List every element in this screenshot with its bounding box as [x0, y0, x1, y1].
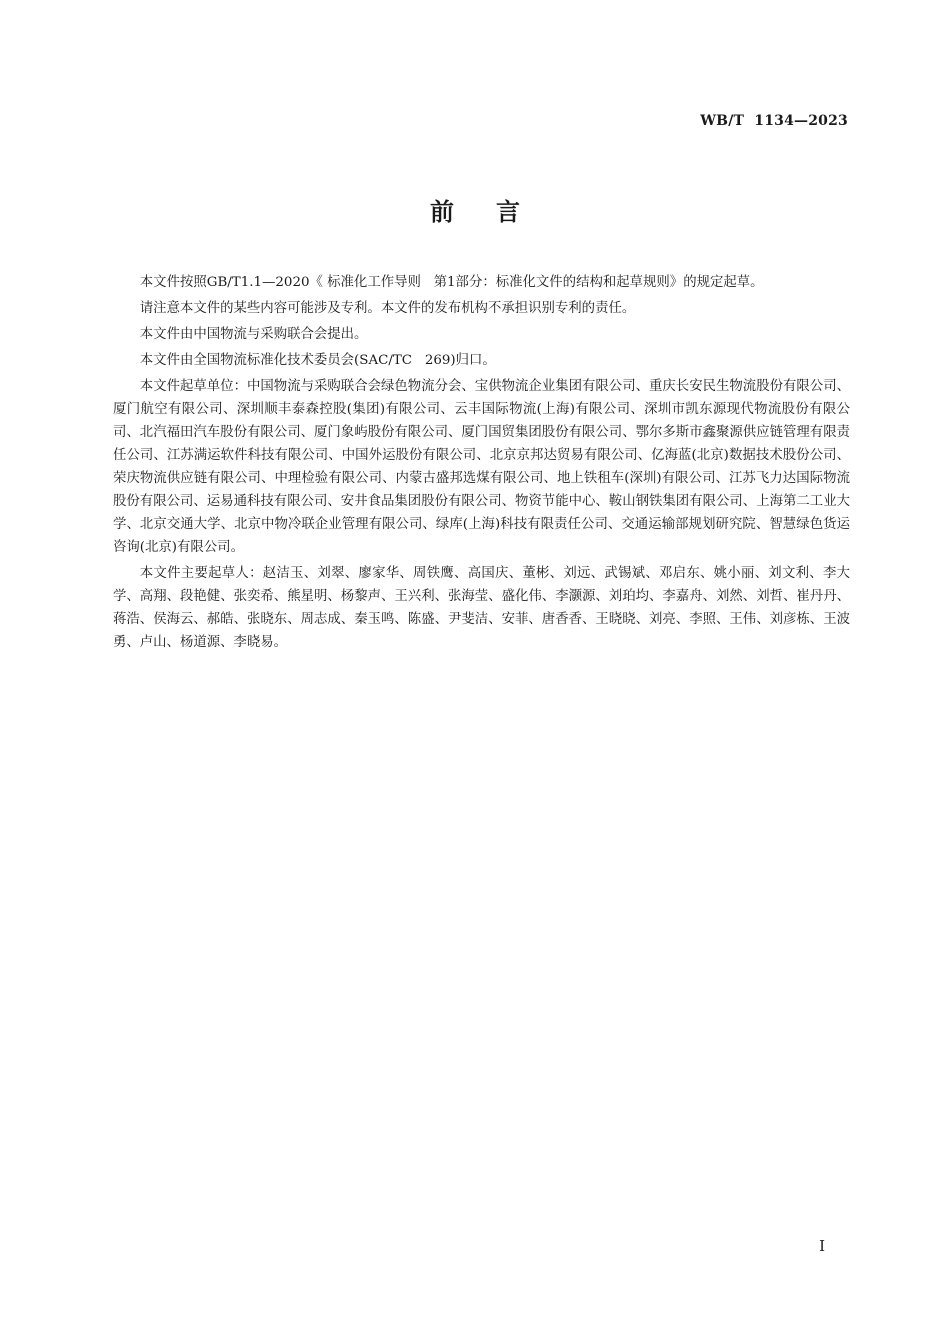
paragraph-centralized-by: 本文件由全国物流标准化技术委员会(SAC/TC 269)归口。 [139, 353, 496, 368]
page-number: I [819, 1237, 825, 1255]
paragraph-drafting-rules: 本文件按照GB/T1.1—2020《 标准化工作导则 第1部分：标准化文件的结构和起草规则》的规定起草。 [139, 275, 764, 290]
paragraph-main-drafters: 本文件主要起草人：赵洁玉、刘翠、廖家华、周铁鹰、高国庆、董彬、刘远、武锡斌、邓启东、姚小丽、刘文利、李大学、高翔、段艳健、张奕希、熊星明、杨黎声、王兴利、张海莹、盛化伟、李灏源、刘珀均、李嘉舟、刘然、刘哲、崔丹丹、蒋浩、侯海云、郝皓、张晓东、周志成、秦玉鸣、陈盛、尹斐洁、安菲、唐香香、王晓晓、刘亮、李照、王伟、刘彦栋、王波勇、卢山、杨道源、李晓易。 [113, 566, 850, 650]
paragraph-proposed-by: 本文件由中国物流与采购联合会提出。 [139, 327, 368, 342]
page-title: 前言 [430, 198, 562, 226]
standard-number: WB/T 1134—2023 [700, 113, 848, 129]
paragraph-patent-notice: 请注意本文件的某些内容可能涉及专利。本文件的发布机构不承担识别专利的责任。 [139, 301, 636, 316]
foreword-body [113, 271, 850, 657]
paragraph-drafting-units: 本文件起草单位：中国物流与采购联合会绿色物流分会、宝供物流企业集团有限公司、重庆长安民生物流股份有限公司、厦门航空有限公司、深圳顺丰泰森控股(集团)有限公司、云丰国际物流(上海)有限公司、深圳市凯东源现代物流股份有限公司、北汽福田汽车股份有限公司、厦门象屿股份有限公司、厦门国贸集团股份有限公司、鄂尔多斯市鑫聚源供应链管理有限责任公司、江苏满运软件科技有限公司、中国外运股份有限公司、北京京邦达贸易有限公司、亿海蓝(北京)数据技术股份公司、荣庆物流供应链有限公司、中理检验有限公司、内蒙古盛邦选煤有限公司、地上铁租车(深圳)有限公司、江苏飞力达国际物流股份有限公司、运易通科技有限公司、安井食品集团股份有限公司、物资节能中心、鞍山钢铁集团有限公司、上海第二工业大学、北京交通大学、北京中物冷联企业管理有限公司、绿库(上海)科技有限责任公司、交通运输部规划研究院、智慧绿色货运咨询(北京)有限公司。 [113, 379, 850, 555]
